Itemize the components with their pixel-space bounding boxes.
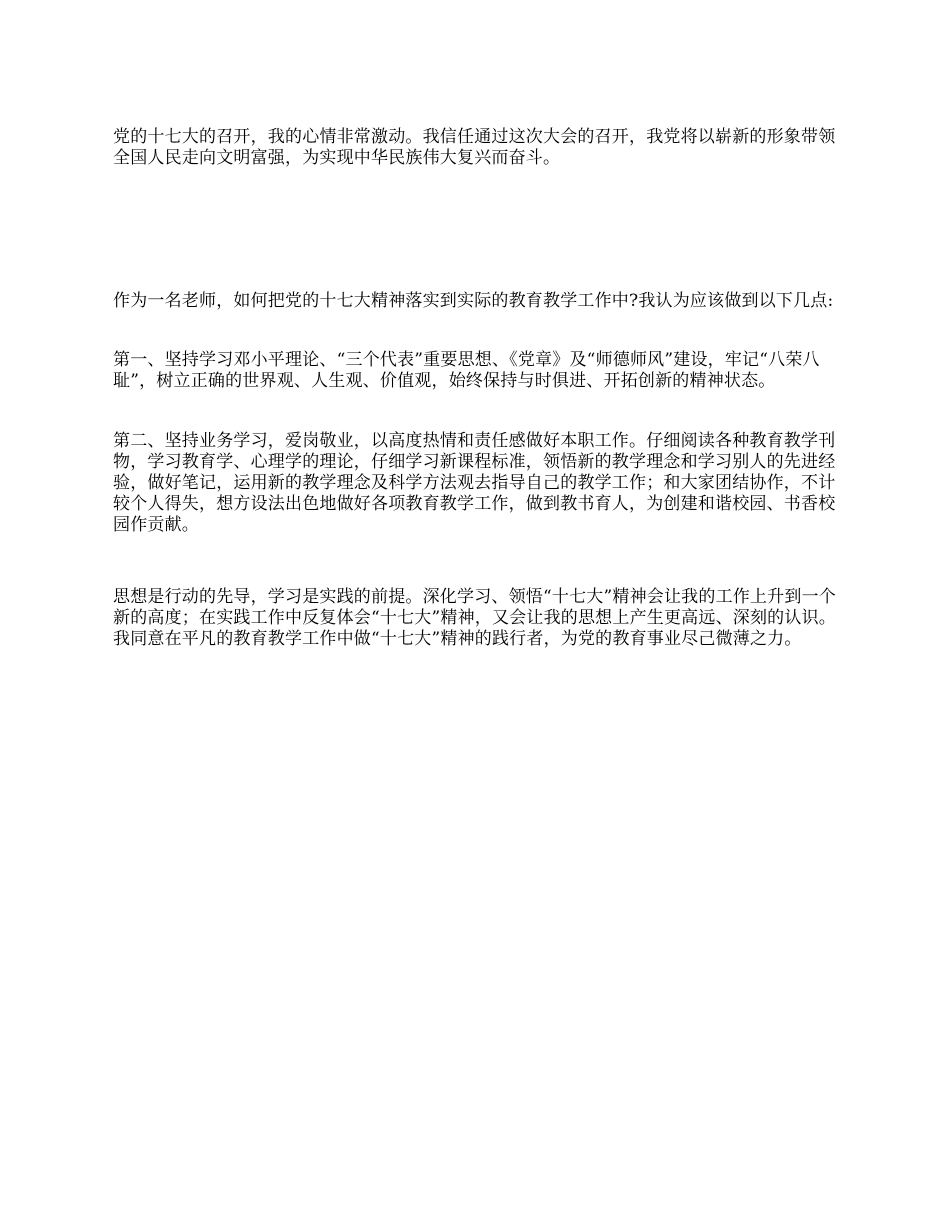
paragraph-point-two: 第二、坚持业务学习，爱岗敬业，以高度热情和责任感做好本职工作。仔细阅读各种教育教学刊物，学习教育学、心理学的理论，仔细学习新课程标准，领悟新的教学理念和学习别人的先进经验，做好笔记，运用新的教学理念及科学方法观去指导自己的教学工作；和大家团结协作，不计较个人得失，想方设法出色地做好各项教育教学工作，做到教书育人，为创建和谐校园、书香校园作贡献。	[113, 431, 836, 535]
paragraph-conclusion: 思想是行动的先导，学习是实践的前提。深化学习、领悟“十七大”精神会让我的工作上升到一个新的高度；在实践工作中反复体会“十七大”精神，又会让我的思想上产生更高远、深刻的认识。我同意在平凡的教育教学工作中做“十七大”精神的践行者，为党的教育事业尽己微薄之力。	[113, 587, 836, 649]
paragraph-intro: 党的十七大的召开，我的心情非常激动。我信任通过这次大会的召开，我党将以崭新的形象带领全国人民走向文明富强，为实现中华民族伟大复兴而奋斗。	[113, 127, 836, 168]
paragraph-question: 作为一名老师，如何把党的十七大精神落实到实际的教育教学工作中?我认为应该做到以下几点:	[113, 291, 834, 311]
paragraph-point-one: 第一、坚持学习邓小平理论、“三个代表”重要思想、《党章》及“师德师风”建设，牢记“八荣八耻”，树立正确的世界观、人生观、价值观，始终保持与时俱进、开拓创新的精神状态。	[113, 350, 820, 391]
